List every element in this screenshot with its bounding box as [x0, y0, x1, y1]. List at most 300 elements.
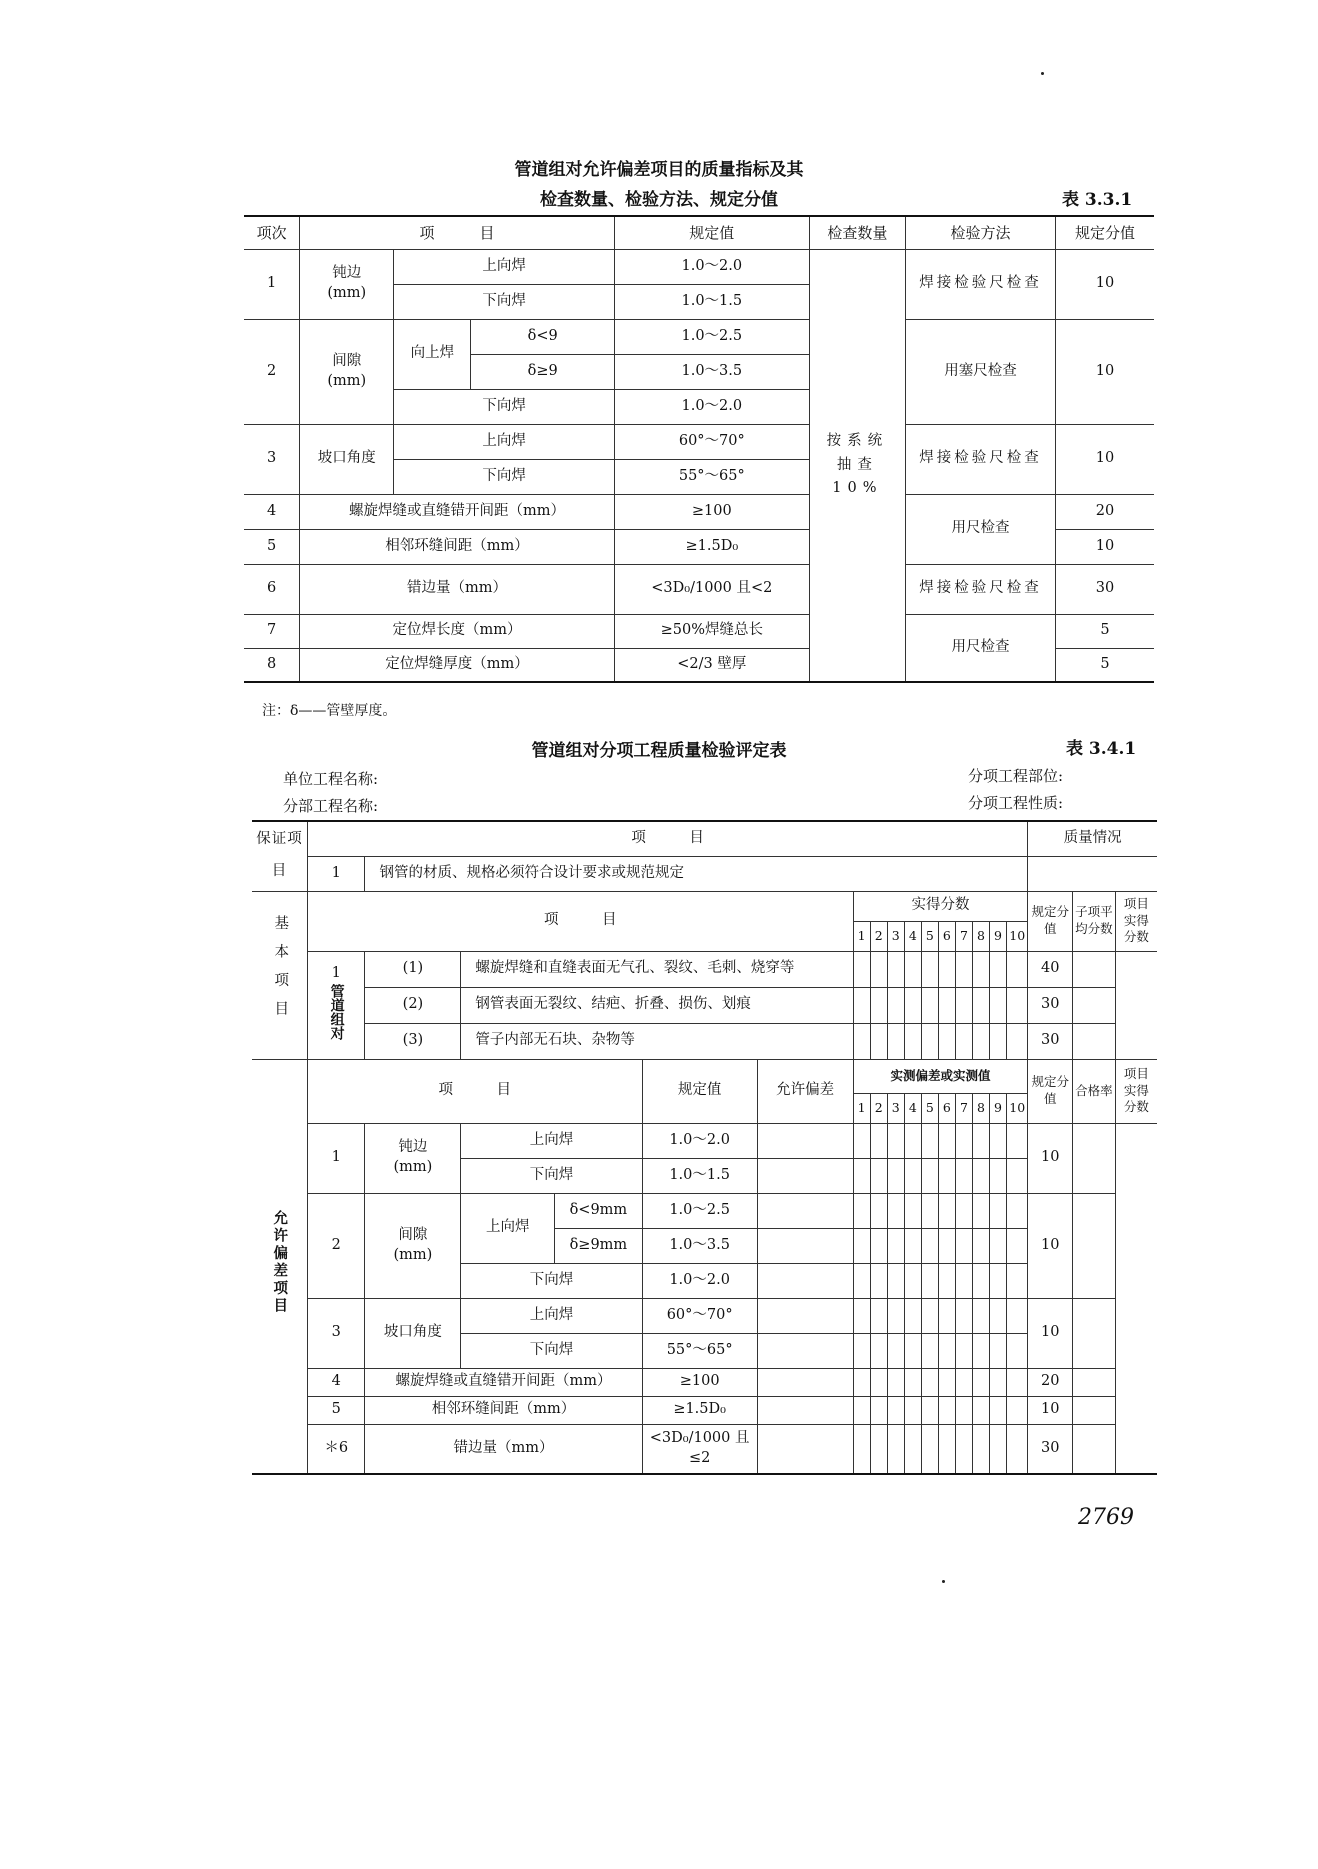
t2-item-actual-header: 项目实得分数 — [1115, 891, 1157, 951]
cell — [853, 1424, 870, 1474]
t1-r3-method: 焊接检验尺检查 — [906, 424, 1056, 494]
cell — [990, 1298, 1007, 1333]
cell — [904, 951, 921, 987]
cell — [1007, 987, 1028, 1023]
t1-check-qty — [809, 249, 905, 682]
cell — [938, 1298, 955, 1333]
cell — [887, 1298, 904, 1333]
cell — [870, 951, 887, 987]
cell — [1007, 1263, 1028, 1298]
cell — [904, 1193, 921, 1228]
cell — [990, 1193, 1007, 1228]
t2-a1-item-unit: (mm) — [393, 1159, 433, 1175]
cell — [887, 987, 904, 1023]
t1-r2-method: 用塞尺检查 — [906, 319, 1056, 424]
cell — [904, 1368, 921, 1396]
t1-r1b-val: 1.0～1.5 — [614, 284, 809, 319]
t1-r4-score: 20 — [1055, 494, 1154, 529]
cell — [921, 987, 938, 1023]
t2-a2a-cond: δ<9mm — [555, 1193, 642, 1228]
t1-r2b-cond: δ≥9 — [471, 354, 614, 389]
t2-b-group-text: 管道组对 — [328, 983, 345, 1040]
cell — [870, 1228, 887, 1263]
cell — [938, 1333, 955, 1368]
t2-a6-val: <3D₀/1000 且≤2 — [642, 1424, 757, 1474]
t2-a1-score: 10 — [1028, 1123, 1073, 1193]
cell — [853, 1123, 870, 1158]
cell — [887, 1333, 904, 1368]
cell — [955, 951, 972, 987]
t2-a1-item — [365, 1123, 461, 1193]
cell — [990, 987, 1007, 1023]
t2-a2-item — [365, 1193, 461, 1298]
cell — [921, 951, 938, 987]
cell — [887, 1368, 904, 1396]
cell — [853, 1158, 870, 1193]
cell — [972, 1396, 989, 1424]
cell — [757, 1396, 853, 1424]
t1-r2-item-name: 间隙 — [332, 352, 362, 369]
t1-r1-item — [300, 249, 394, 319]
t2-sub-avg-header: 子项平均分数 — [1073, 891, 1116, 951]
cell — [757, 1368, 853, 1396]
cell — [1007, 1023, 1028, 1059]
basic-label — [252, 891, 307, 1059]
t1-r2b-val: 1.0～3.5 — [614, 354, 809, 389]
cell — [853, 1396, 870, 1424]
cell — [955, 1424, 972, 1474]
unit-project-label: 单位工程名称: — [283, 770, 379, 788]
t1-r78-method: 用尺检查 — [906, 614, 1056, 682]
scan-speck — [1041, 72, 1044, 75]
cell — [955, 1263, 972, 1298]
t2-a2-item-unit: (mm) — [393, 1246, 433, 1263]
cell — [938, 1158, 955, 1193]
t1-header-spec: 规定值 — [614, 216, 809, 249]
t2-a4-item: 螺旋焊缝或直缝错开间距（mm） — [365, 1368, 642, 1396]
cell — [955, 1158, 972, 1193]
t1-r4-no: 4 — [244, 494, 300, 529]
cell — [870, 1396, 887, 1424]
t2-b1-text: 螺旋焊缝和直缝表面无气孔、裂纹、毛刺、烧穿等 — [461, 951, 853, 987]
t2-a3a-sub: 上向焊 — [461, 1298, 642, 1333]
cell — [870, 1368, 887, 1396]
t2-a6-no: ＊6 — [307, 1424, 365, 1474]
digit-10: 10 — [1007, 921, 1028, 951]
t2-b2-score: 30 — [1028, 987, 1073, 1023]
t1-r1a-val: 1.0～2.0 — [614, 249, 809, 284]
t1-r4-item: 螺旋焊缝或直缝错开间距（mm） — [300, 494, 615, 529]
cell — [1073, 1368, 1116, 1396]
cell — [955, 1123, 972, 1158]
cell — [853, 1228, 870, 1263]
cell — [955, 1396, 972, 1424]
cell — [1007, 1424, 1028, 1474]
t2-a3b-sub: 下向焊 — [461, 1333, 642, 1368]
t2-b2-mark: (2) — [365, 987, 461, 1023]
cell — [757, 1424, 853, 1474]
t1-r4-val: ≥100 — [614, 494, 809, 529]
digit-3: 3 — [887, 1093, 904, 1123]
t1-r1-score: 10 — [1055, 249, 1154, 319]
t2-g1-text: 钢管的材质、规格必须符合设计要求或规范规定 — [365, 856, 1028, 891]
t1-header-qty: 检查数量 — [809, 216, 905, 249]
cell — [1007, 1368, 1028, 1396]
t2-a-allow-header: 允许偏差 — [757, 1059, 853, 1123]
t2-quality-header: 质量情况 — [1028, 821, 1157, 856]
t2-actual-score-header: 实得分数 — [853, 891, 1028, 921]
t2-g1-quality — [1028, 856, 1157, 891]
t2-a3-no: 3 — [307, 1298, 365, 1368]
cell — [921, 1368, 938, 1396]
cell — [870, 1263, 887, 1298]
cell — [1007, 1396, 1028, 1424]
t1-r2c-val: 1.0～2.0 — [614, 389, 809, 424]
digit-1: 1 — [853, 1093, 870, 1123]
t1-r2a-val: 1.0～2.5 — [614, 319, 809, 354]
t2-b2-text: 钢管表面无裂纹、结疤、折叠、损伤、划痕 — [461, 987, 853, 1023]
cell — [904, 1333, 921, 1368]
t2-a6-score: 30 — [1028, 1424, 1073, 1474]
cell — [1073, 1023, 1116, 1059]
t1-r1-item-unit: (mm) — [327, 285, 367, 301]
cell — [1073, 1298, 1116, 1368]
t2-a2a-val: 1.0～2.5 — [642, 1193, 757, 1228]
cell — [757, 1228, 853, 1263]
cell — [972, 1333, 989, 1368]
cell — [1007, 1158, 1028, 1193]
t2-b3-text: 管子内部无石块、杂物等 — [461, 1023, 853, 1059]
cell — [853, 951, 870, 987]
t1-r5-item: 相邻环缝间距（mm） — [300, 529, 615, 564]
t2-item-header: 项 目 — [307, 821, 1027, 856]
cell — [904, 987, 921, 1023]
cell — [757, 1158, 853, 1193]
cell — [1073, 951, 1116, 987]
cell — [938, 1424, 955, 1474]
t2-b3-score: 30 — [1028, 1023, 1073, 1059]
cell — [972, 1298, 989, 1333]
t1-r3-item: 坡口角度 — [300, 424, 394, 494]
cell — [990, 1396, 1007, 1424]
t2-a-spec-score-header: 规定分值 — [1028, 1059, 1073, 1123]
t2-a-item-actual-header: 项目实得分数 — [1115, 1059, 1157, 1123]
cell — [870, 1023, 887, 1059]
t1-r1a-sub: 上向焊 — [394, 249, 615, 284]
cell — [955, 987, 972, 1023]
cell — [921, 1158, 938, 1193]
t2-a-pass-header: 合格率 — [1073, 1059, 1116, 1123]
cell — [853, 987, 870, 1023]
cell — [757, 1263, 853, 1298]
t1-r2-up: 向上焊 — [394, 319, 471, 389]
cell — [1073, 1424, 1116, 1474]
cell — [938, 987, 955, 1023]
t2-a1a-sub: 上向焊 — [461, 1123, 642, 1158]
digit-8: 8 — [972, 921, 989, 951]
digit-7: 7 — [955, 1093, 972, 1123]
cell — [955, 1333, 972, 1368]
allow-label-text: 允许偏差项目 — [271, 1210, 289, 1316]
t2-g1-no: 1 — [307, 856, 365, 891]
cell — [904, 1158, 921, 1193]
cell — [904, 1396, 921, 1424]
t1-r7-score: 5 — [1055, 614, 1154, 648]
cell — [972, 1263, 989, 1298]
cell — [955, 1193, 972, 1228]
digit-2: 2 — [870, 921, 887, 951]
cell — [887, 1396, 904, 1424]
table2 — [252, 820, 1157, 1475]
t1-r8-val: <2/3 壁厚 — [614, 648, 809, 682]
cell — [887, 1123, 904, 1158]
cell — [990, 1123, 1007, 1158]
t2-a2c-sub: 下向焊 — [461, 1263, 642, 1298]
cell — [1073, 1123, 1116, 1193]
t2-a1b-val: 1.0～1.5 — [642, 1158, 757, 1193]
t2-a-item-actual — [1115, 1123, 1157, 1474]
cell — [870, 1123, 887, 1158]
cell — [972, 1193, 989, 1228]
cell — [972, 951, 989, 987]
t2-a3-score: 10 — [1028, 1298, 1073, 1368]
t2-a2c-val: 1.0～2.0 — [642, 1263, 757, 1298]
t1-header-method: 检验方法 — [906, 216, 1056, 249]
cell — [887, 1424, 904, 1474]
t2-b1-score: 40 — [1028, 951, 1073, 987]
t2-a5-item: 相邻环缝间距（mm） — [365, 1396, 642, 1424]
cell — [921, 1263, 938, 1298]
t2-b-no: 1 — [331, 964, 341, 981]
cell — [921, 1333, 938, 1368]
t1-r3b-sub: 下向焊 — [394, 459, 615, 494]
t1-r45-method: 用尺检查 — [906, 494, 1056, 564]
cell — [1007, 951, 1028, 987]
cell — [904, 1123, 921, 1158]
cell — [1007, 1123, 1028, 1158]
t2-a-spec-header: 规定值 — [642, 1059, 757, 1123]
cell — [938, 1123, 955, 1158]
cell — [1007, 1333, 1028, 1368]
cell — [955, 1228, 972, 1263]
t1-r1-method: 焊接检验尺检查 — [906, 249, 1056, 319]
division-project-label: 分部工程名称: — [283, 797, 379, 815]
t1-r3-score: 10 — [1055, 424, 1154, 494]
t1-r6-item: 错边量（mm） — [300, 564, 615, 614]
cell — [853, 1368, 870, 1396]
t2-a6-item: 错边量（mm） — [365, 1424, 642, 1474]
cell — [921, 1424, 938, 1474]
table1-number: 表 3.3.1 — [1062, 190, 1133, 210]
t1-r8-no: 8 — [244, 648, 300, 682]
t2-a3a-val: 60°～70° — [642, 1298, 757, 1333]
cell — [921, 1193, 938, 1228]
cell — [990, 1333, 1007, 1368]
basic-label-text: 基本项目 — [272, 914, 289, 1029]
cell — [887, 1228, 904, 1263]
t2-a5-score: 10 — [1028, 1396, 1073, 1424]
t1-r2c-sub: 下向焊 — [394, 389, 615, 424]
t2-a4-score: 20 — [1028, 1368, 1073, 1396]
cell — [1007, 1298, 1028, 1333]
t2-a1b-sub: 下向焊 — [461, 1158, 642, 1193]
cell — [921, 1228, 938, 1263]
cell — [757, 1123, 853, 1158]
cell — [887, 1023, 904, 1059]
cell — [955, 1298, 972, 1333]
t1-r2-item — [300, 319, 394, 424]
t1-r7-val: ≥50%焊缝总长 — [614, 614, 809, 648]
t1-header-score: 规定分值 — [1055, 216, 1154, 249]
t2-b3-mark: (3) — [365, 1023, 461, 1059]
t2-a1-item-name: 钝边 — [398, 1139, 428, 1156]
digit-3: 3 — [887, 921, 904, 951]
t1-check-qty-text: 按系统抽查10% — [826, 433, 889, 496]
cell — [972, 987, 989, 1023]
cell — [853, 1333, 870, 1368]
cell — [972, 1158, 989, 1193]
table2-title: 管道组对分项工程质量检验评定表 — [531, 741, 787, 761]
cell — [921, 1396, 938, 1424]
cell — [870, 1158, 887, 1193]
cell — [887, 1193, 904, 1228]
t1-header-item: 项 目 — [300, 216, 615, 249]
t1-r8-score: 5 — [1055, 648, 1154, 682]
t1-r2-no: 2 — [244, 319, 300, 424]
cell — [938, 1193, 955, 1228]
t1-r6-score: 30 — [1055, 564, 1154, 614]
t2-a2b-cond: δ≥9mm — [555, 1228, 642, 1263]
cell — [887, 951, 904, 987]
digit-2: 2 — [870, 1093, 887, 1123]
cell — [938, 1263, 955, 1298]
cell — [1007, 1193, 1028, 1228]
digit-6: 6 — [938, 921, 955, 951]
cell — [990, 1424, 1007, 1474]
t1-r6-method: 焊接检验尺检查 — [906, 564, 1056, 614]
digit-5: 5 — [921, 1093, 938, 1123]
cell — [990, 1263, 1007, 1298]
cell — [990, 951, 1007, 987]
scan-speck — [942, 1580, 945, 1583]
t1-r1-item-name: 钝边 — [332, 265, 362, 282]
t2-a1-no: 1 — [307, 1123, 365, 1193]
t2-a2-item-name: 间隙 — [398, 1226, 428, 1243]
t2-a1a-val: 1.0～2.0 — [642, 1123, 757, 1158]
cell — [921, 1298, 938, 1333]
t1-r7-item: 定位焊长度（mm） — [300, 614, 615, 648]
t1-r2a-cond: δ<9 — [471, 319, 614, 354]
cell — [757, 1298, 853, 1333]
cell — [1073, 987, 1116, 1023]
digit-4: 4 — [904, 1093, 921, 1123]
t1-r8-item: 定位焊缝厚度（mm） — [300, 648, 615, 682]
t2-b-group — [307, 951, 365, 1059]
t1-header-no: 项次 — [244, 216, 300, 249]
digit-7: 7 — [955, 921, 972, 951]
t2-a2-up: 上向焊 — [461, 1193, 555, 1263]
digit-10: 10 — [1007, 1093, 1028, 1123]
t2-a3b-val: 55°～65° — [642, 1333, 757, 1368]
cell — [887, 1263, 904, 1298]
digit-4: 4 — [904, 921, 921, 951]
cell — [757, 1333, 853, 1368]
sub-nature-label: 分项工程性质: — [968, 794, 1064, 812]
cell — [870, 987, 887, 1023]
cell — [853, 1263, 870, 1298]
t2-a5-val: ≥1.5D₀ — [642, 1396, 757, 1424]
cell — [887, 1158, 904, 1193]
t2-a3-item: 坡口角度 — [365, 1298, 461, 1368]
t1-r2-score: 10 — [1055, 319, 1154, 424]
t2-a4-no: 4 — [307, 1368, 365, 1396]
t1-r6-val: <3D₀/1000 且<2 — [614, 564, 809, 614]
cell — [1007, 1228, 1028, 1263]
page-number: 2769 — [1078, 1505, 1134, 1530]
cell — [870, 1424, 887, 1474]
cell — [990, 1368, 1007, 1396]
cell — [904, 1263, 921, 1298]
cell — [938, 1228, 955, 1263]
cell — [904, 1228, 921, 1263]
guarantee-label: 保证项目 — [252, 821, 307, 891]
cell — [972, 1424, 989, 1474]
cell — [1073, 1193, 1116, 1298]
cell — [938, 1023, 955, 1059]
cell — [853, 1193, 870, 1228]
table1-title-line1: 管道组对允许偏差项目的质量指标及其 — [514, 160, 804, 180]
t1-r3-no: 3 — [244, 424, 300, 494]
cell — [853, 1298, 870, 1333]
t1-r1b-sub: 下向焊 — [394, 284, 615, 319]
t2-a2-score: 10 — [1028, 1193, 1073, 1298]
t2-basic-item-header: 项 目 — [307, 891, 853, 951]
table1-note: 注：δ——管壁厚度。 — [262, 703, 397, 719]
allow-label — [252, 1059, 307, 1474]
cell — [757, 1193, 853, 1228]
t2-a2b-val: 1.0～3.5 — [642, 1228, 757, 1263]
cell — [972, 1368, 989, 1396]
cell — [972, 1023, 989, 1059]
digit-9: 9 — [990, 1093, 1007, 1123]
t1-r1-no: 1 — [244, 249, 300, 319]
cell — [904, 1424, 921, 1474]
cell — [938, 951, 955, 987]
digit-9: 9 — [990, 921, 1007, 951]
cell — [990, 1023, 1007, 1059]
digit-1: 1 — [853, 921, 870, 951]
cell — [990, 1228, 1007, 1263]
t2-a4-val: ≥100 — [642, 1368, 757, 1396]
cell — [972, 1123, 989, 1158]
t2-b-item-actual — [1115, 951, 1157, 1059]
t1-r3a-sub: 上向焊 — [394, 424, 615, 459]
cell — [921, 1123, 938, 1158]
t2-a-item-header: 项 目 — [307, 1059, 642, 1123]
cell — [870, 1333, 887, 1368]
cell — [938, 1396, 955, 1424]
t1-r2-item-unit: (mm) — [327, 372, 367, 389]
sub-location-label: 分项工程部位: — [968, 767, 1064, 785]
cell — [955, 1368, 972, 1396]
cell — [1073, 1396, 1116, 1424]
cell — [938, 1368, 955, 1396]
cell — [870, 1298, 887, 1333]
table1-title-line2: 检查数量、检验方法、规定分值 — [540, 190, 778, 210]
digit-8: 8 — [972, 1093, 989, 1123]
t2-spec-score-header: 规定分值 — [1028, 891, 1073, 951]
cell — [921, 1023, 938, 1059]
